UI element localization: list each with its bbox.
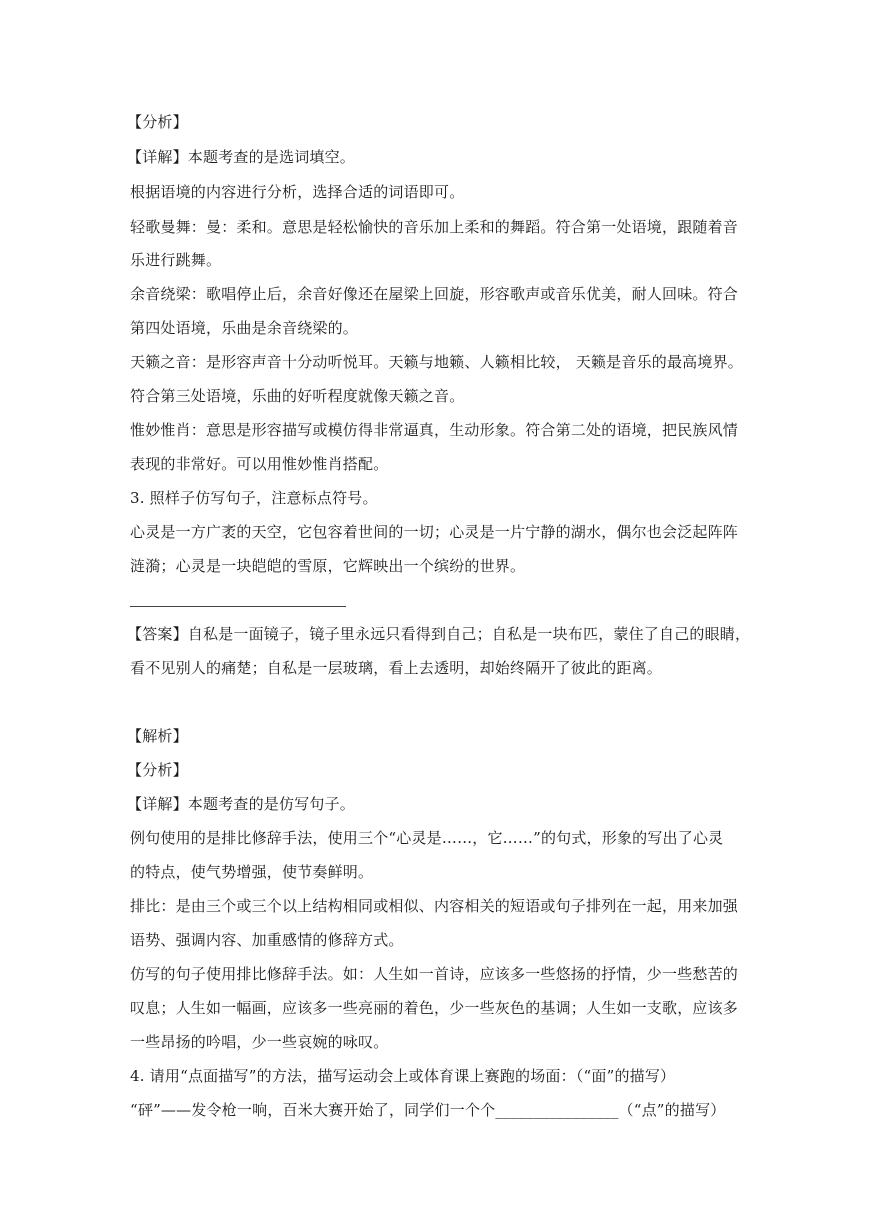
analysis-heading: 【分析】	[127, 761, 188, 779]
text-line: 排比：是由三个或三个以上结构相同或相似、内容相关的短语或句子排列在一起，用来加强	[130, 897, 739, 915]
text-line: 符合第三处语境，乐曲的好听程度就像天籁之音。	[130, 387, 465, 405]
answer-blank-line	[130, 606, 346, 607]
text-line: 轻歌曼舞：曼：柔和。意思是轻松愉快的音乐加上柔和的舞蹈。符合第一处语境，跟随着音	[130, 218, 739, 236]
answer-text: 看不见别人的痛楚；自私是一层玻璃，看上去透明，却始终隔开了彼此的距离。	[130, 659, 663, 677]
text-line: 余音绕梁：歌唱停止后，余音好像还在屋梁上回旋，形容歌声或音乐优美，耐人回味。符合	[130, 285, 739, 303]
text-line: 第四处语境，乐曲是余音绕梁的。	[130, 319, 359, 337]
text-line: 例句使用的是排比修辞手法，使用三个“心灵是……，它……”的句式，形象的写出了心灵	[130, 829, 724, 847]
explanation-heading: 【解析】	[127, 727, 188, 745]
question-3: 3. 照样子仿写句子，注意标点符号。	[130, 489, 378, 507]
text-line: 叹息；人生如一幅画，应该多一些亮丽的着色，少一些灰色的基调；人生如一支歌，应该多	[130, 999, 739, 1017]
detail-explanation: 【详解】本题考查的是仿写句子。	[127, 795, 356, 813]
question-4-prompt: “砰”——发令枪一响，百米大赛开始了，同学们一个个________________（“点”的描写）	[130, 1101, 726, 1119]
example-sentence: 心灵是一方广袤的天空，它包容着世间的一切；心灵是一片宁静的湖水，偶尔也会泛起阵阵	[130, 523, 739, 541]
text-line: 根据语境的内容进行分析，选择合适的词语即可。	[130, 183, 465, 201]
text-line: 乐进行跳舞。	[130, 251, 222, 269]
text-line: 天籁之音：是形容声音十分动听悦耳。天籁与地籁、人籁相比较， 天籁是音乐的最高境界。	[130, 353, 743, 371]
text-line: 仿写的句子使用排比修辞手法。如：人生如一首诗，应该多一些悠扬的抒情，少一些愁苦的	[130, 965, 739, 983]
question-4: 4. 请用“点面描写”的方法，描写运动会上或体育课上赛跑的场面：（“面”的描写）	[130, 1067, 676, 1085]
text-line: 的特点，使气势增强，使节奏鲜明。	[130, 863, 374, 881]
text-line: 表现的非常好。可以用惟妙惟肖搭配。	[130, 455, 389, 473]
text-line: 一些昂扬的吟唱，少一些哀婉的咏叹。	[130, 1033, 389, 1051]
detail-explanation: 【详解】本题考查的是选词填空。	[127, 148, 356, 166]
example-sentence: 涟漪；心灵是一块皑皑的雪原，它辉映出一个缤纷的世界。	[130, 557, 526, 575]
text-line: 语势、强调内容、加重感情的修辞方式。	[130, 931, 404, 949]
analysis-heading: 【分析】	[127, 113, 188, 131]
answer-text: 【答案】自私是一面镜子，镜子里永远只看得到自己；自私是一块布匹，蒙住了自己的眼睛，	[127, 625, 751, 643]
text-line: 惟妙惟肖：意思是形容描写或模仿得非常逼真，生动形象。符合第二处的语境，把民族风情	[130, 421, 739, 439]
